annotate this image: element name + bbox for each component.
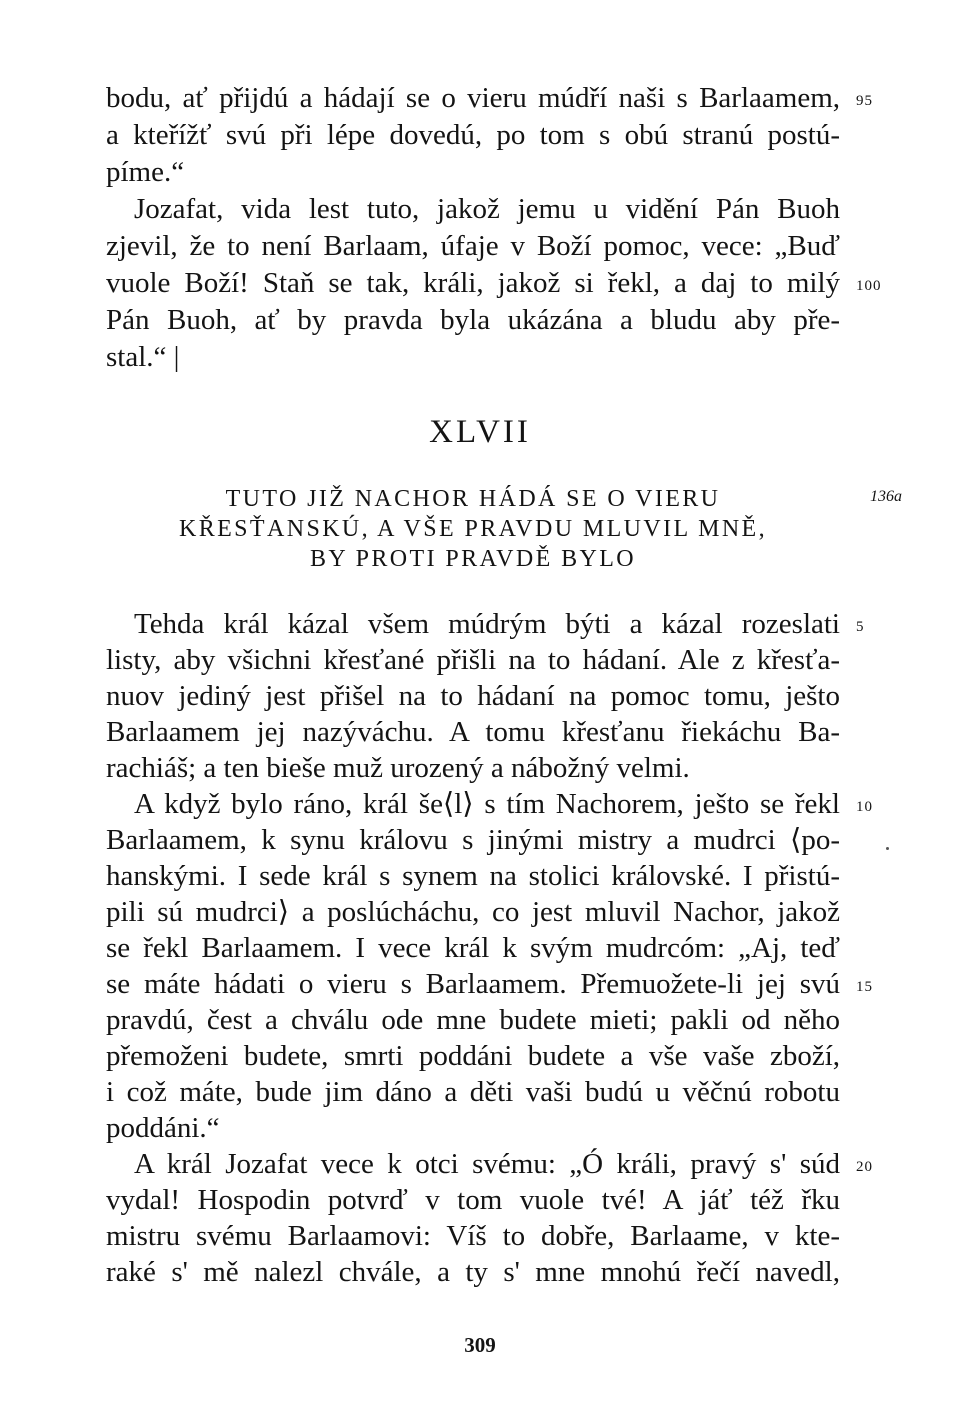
text-line: a kteřížť svú při lépe dovedú, po tom s obú stranú postú- (106, 119, 840, 151)
line-number: 20 (856, 1159, 873, 1175)
text-line: raké s' mě nalezl chvále, a ty s' mne mnohú řečí navedl, (106, 1256, 840, 1288)
text-line: Pán Buoh, ať by pravda byla ukázána a bludu aby pře- (106, 304, 840, 336)
text-line: i což máte, bude jim dáno a děti vaši budú u věčnú robotu (106, 1076, 840, 1108)
text-line: listy, aby všichni křesťané přišli na to hádaní. Ale z křesťa- (106, 644, 840, 676)
line-number: 100 (856, 278, 882, 294)
text-line: poddáni.“ (106, 1112, 220, 1144)
line-number: 5 (856, 619, 865, 635)
text-line: Barlaamem jej nazýváchu. A tomu křesťanu řiekáchu Ba- (106, 716, 840, 748)
text-line: hanskými. I sede král s synem na stolici královské. I přistú- (106, 860, 840, 892)
text-line: píme.“ (106, 156, 185, 188)
text-line: vuole Boží! Staň se tak, králi, jakož si řekl, a daj to milý (106, 267, 840, 299)
text-line: bodu, ať přijdú a hádají se o vieru múdří naši s Barlaamem, (106, 82, 840, 114)
page-number: 309 (464, 1333, 496, 1357)
chapter-heading-line: TUTO JIŽ NACHOR HÁDÁ SE O VIERU (225, 486, 721, 512)
text-line: A když bylo ráno, král še⟨l⟩ s tím Nachorem, ješto se řekl (134, 788, 840, 820)
chapter-number: XLVII (429, 414, 531, 450)
text-line: zjevil, že to není Barlaam, úfaje v Boží pomoc, vece: „Buď (106, 230, 840, 262)
text-line: vydal! Hospodin potvrď v tom vuole tvé! A jáť též řku (106, 1184, 840, 1216)
text-line: stal.“ | (106, 341, 180, 373)
text-line: pravdú, čest a chválu ode mne budete mieti; pakli od něho (106, 1004, 840, 1036)
text-line: rachiáš; a ten bieše muž urozený a nábožný velmi. (106, 752, 690, 784)
text-line: přemoženi budete, smrti poddáni budete a vše vaše zboží, (106, 1040, 840, 1072)
chapter-heading-line: KŘESŤANSKÚ, A VŠE PRAVDU MLUVIL MNĚ, (178, 516, 768, 542)
text-line: nuov jediný jest přišel na to hádaní na pomoc tomu, ješto (106, 680, 840, 712)
chapter-heading-line: BY PROTI PRAVDĚ BYLO (309, 546, 637, 572)
line-number: 15 (856, 979, 873, 995)
text-line: Barlaamem, k synu královu s jinými mistry a mudrci ⟨po- (106, 824, 840, 856)
text-line: se řekl Barlaamem. I vece král k svým mudrcóm: „Aj, teď (106, 932, 840, 964)
text-line: A král Jozafat vece k otci svému: „Ó králi, pravý s' súd (134, 1148, 840, 1180)
text-line: mistru svému Barlaamovi: Víš to dobře, Barlaame, v kte- (106, 1220, 840, 1252)
line-number: 95 (856, 93, 873, 109)
line-number: 10 (856, 799, 873, 815)
text-line: Tehda král kázal všem múdrým býti a kázal rozeslati (134, 608, 840, 640)
text-line: Jozafat, vida lest tuto, jakož jemu u vidění Pán Buoh (134, 193, 840, 225)
text-line: pili sú mudrci⟩ a poslúcháchu, co jest mluvil Nachor, jakož (106, 896, 840, 928)
text-line: se máte hádati o vieru s Barlaamem. Přemuožete-li jej svú (106, 968, 840, 1000)
ink-speck (886, 847, 889, 850)
folio-mark: 136a (870, 488, 902, 505)
